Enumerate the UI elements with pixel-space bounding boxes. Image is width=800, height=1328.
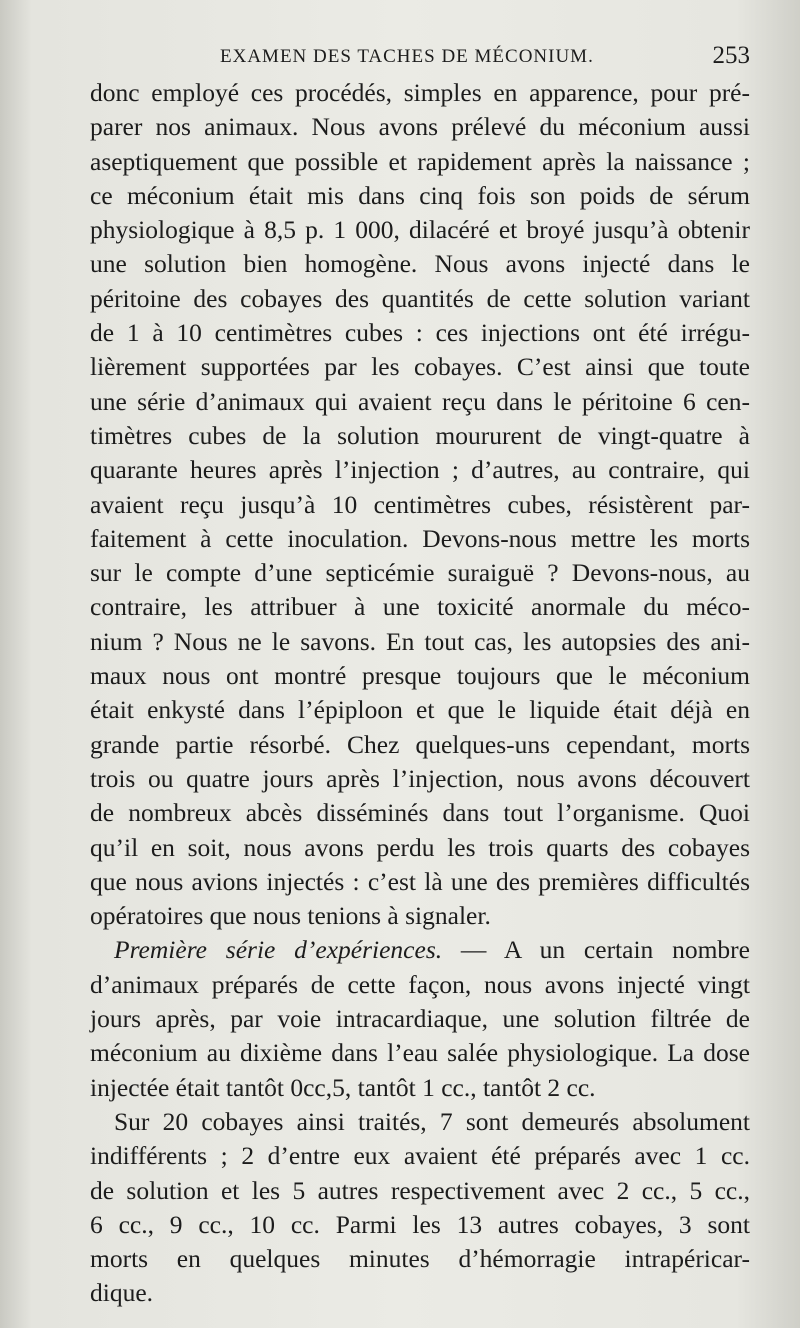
text-line: était enkysté dans l’épiploon et que le liquide était déjà en <box>90 695 750 725</box>
paragraph-3 <box>90 1105 750 1311</box>
text-line: de 1 à 10 centimètres cubes : ces injections ont été irrégu- <box>90 318 750 348</box>
text-line: opératoires que nous tenions à signaler. <box>90 901 491 931</box>
text-line: Sur 20 cobayes ainsi traités, 7 sont demeurés absolument <box>114 1106 750 1136</box>
body-text <box>90 76 750 1311</box>
running-head: EXAMEN DES TACHES DE MÉCONIUM. <box>220 46 594 67</box>
text-line: physiologique à 8,5 p. 1 000, dilacéré et broyé jusqu’à obtenir <box>90 215 750 245</box>
text-line: qu’il en soit, nous avons perdu les trois quarts des cobayes <box>90 832 750 862</box>
heading-continuation: — A un certain nombre <box>442 935 750 965</box>
text-line: indifférents ; 2 d’entre eux avaient été préparés avec 1 cc. <box>90 1141 750 1171</box>
text-line: lièrement supportées par les cobayes. C’est ainsi que toute <box>90 352 750 382</box>
text-line: dique. <box>90 1278 154 1308</box>
text-line: avaient reçu jusqu’à 10 centimètres cubes, résistèrent par- <box>90 489 750 519</box>
text-line: quarante heures après l’injection ; d’autres, au contraire, qui <box>90 455 750 485</box>
text-line: faitement à cette inoculation. Devons-nous mettre les morts <box>90 523 750 553</box>
text-line: de solution et les 5 autres respectivement avec 2 cc., 5 cc., <box>90 1175 750 1205</box>
text-line: d’animaux préparés de cette façon, nous avons injecté vingt <box>90 969 750 999</box>
text-line: parer nos animaux. Nous avons prélevé du méconium aussi <box>90 112 750 142</box>
text-line: de nombreux abcès disséminés dans tout l’organisme. Quoi <box>90 798 750 828</box>
text-line: aseptiquement que possible et rapidement après la naissance ; <box>90 146 750 176</box>
text-line: maux nous ont montré presque toujours que le méconium <box>90 661 750 691</box>
paragraph-1 <box>90 76 750 933</box>
text-line: trois ou quatre jours après l’injection, nous avons découvert <box>90 763 750 793</box>
text-line: injectée était tantôt 0cc,5, tantôt 1 cc., tantôt 2 cc. <box>90 1072 596 1102</box>
text-line: donc employé ces procédés, simples en apparence, pour pré- <box>90 78 750 107</box>
text-line <box>90 933 750 967</box>
text-line: nium ? Nous ne le savons. En tout cas, les autopsies des ani- <box>90 626 750 656</box>
paragraph-2 <box>90 933 750 1104</box>
text-line: sur le compte d’une septicémie suraiguë ? Devons-nous, au <box>90 558 750 588</box>
text-line: péritoine des cobayes des quantités de cette solution variant <box>90 283 750 313</box>
text-line: jours après, par voie intracardiaque, une solution filtrée de <box>90 1004 750 1034</box>
text-line: 6 cc., 9 cc., 10 cc. Parmi les 13 autres cobayes, 3 sont <box>90 1209 750 1239</box>
text-line: ce méconium était mis dans cinq fois son poids de sérum <box>90 180 750 210</box>
text-line: une solution bien homogène. Nous avons injecté dans le <box>90 249 750 279</box>
text-line: méconium au dixième dans l’eau salée physiologique. La dose <box>90 1038 750 1068</box>
section-heading: Première série d’expériences. <box>114 935 443 965</box>
text-line: que nous avions injectés : c’est là une des premières difficultés <box>90 866 750 896</box>
text-line: une série d’animaux qui avaient reçu dans le péritoine 6 cen- <box>90 386 750 416</box>
text-line: contraire, les attribuer à une toxicité anormale du méco- <box>90 592 750 622</box>
page-header <box>90 42 750 78</box>
page-number: 253 <box>712 42 750 69</box>
text-line: timètres cubes de la solution moururent de vingt-quatre à <box>90 420 750 450</box>
text-line: grande partie résorbé. Chez quelques-uns cependant, morts <box>90 729 750 759</box>
text-line: morts en quelques minutes d’hémorragie intrapéricar- <box>90 1244 750 1274</box>
